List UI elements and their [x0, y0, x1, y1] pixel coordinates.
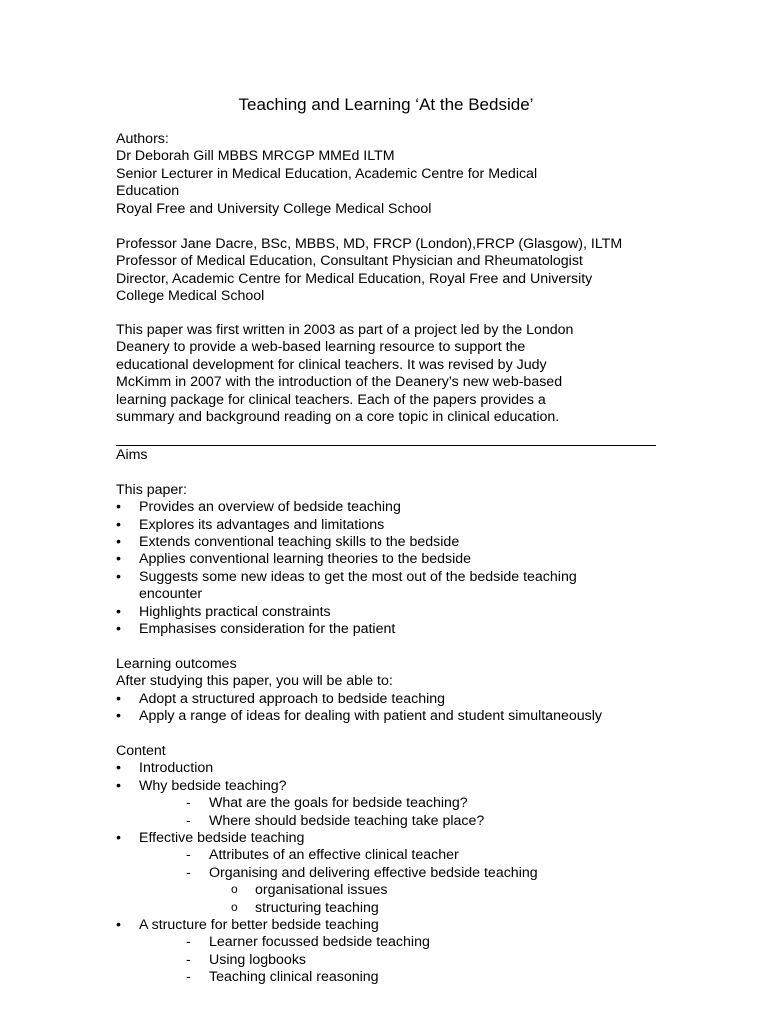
author-line: Education [116, 183, 180, 200]
content-item: • Introduction [116, 760, 656, 777]
content-subsubitem: o organisational issues [116, 882, 656, 899]
author-line: Royal Free and University College Medical School [116, 200, 432, 217]
intro-paragraph [116, 322, 656, 426]
intro-line: learning package for clinical teachers. Each of the papers provides a [116, 391, 546, 408]
intro-line: Deanery to provide a web-based learning resource to support the [116, 339, 526, 356]
aims-item: • Applies conventional learning theories to the bedside [116, 551, 656, 568]
content-item: • Effective bedside teaching [116, 830, 656, 847]
intro-line: summary and background reading on a core topic in clinical education. [116, 409, 560, 426]
section-divider [116, 445, 656, 446]
outcomes-heading: Learning outcomes [116, 656, 237, 672]
content-subitem: - What are the goals for bedside teaching? [116, 795, 656, 812]
content-subsubitem: o structuring teaching [116, 900, 656, 917]
aims-item: • Explores its advantages and limitations [116, 517, 656, 534]
aims-item: • Provides an overview of bedside teaching [116, 499, 656, 516]
author-line: Professor of Medical Education, Consultant Physician and Rheumatologist [116, 253, 583, 270]
authors-heading: Authors: [116, 131, 169, 147]
content-subitem: - Teaching clinical reasoning [116, 969, 656, 986]
intro-line: McKimm in 2007 with the introduction of the Deanery’s new web-based [116, 374, 563, 391]
blank-line [116, 464, 656, 481]
aims-item: • Emphasises consideration for the patient [116, 621, 656, 638]
aims-lead: This paper: [116, 481, 187, 498]
content-section [116, 743, 656, 987]
content-item: • A structure for better bedside teaching [116, 917, 656, 934]
author-line: Senior Lecturer in Medical Education, Academic Centre for Medical [116, 165, 538, 182]
content-heading: Content [116, 743, 166, 759]
content-subitem: - Attributes of an effective clinical teacher [116, 847, 656, 864]
author-line: Director, Academic Centre for Medical Education, Royal Free and University [116, 270, 593, 287]
outcomes-section [116, 656, 656, 726]
content-list [116, 760, 656, 986]
author-2-block [116, 236, 656, 306]
content-subitem: - Organising and delivering effective bedside teaching [116, 865, 656, 882]
author-line: Dr Deborah Gill MBBS MRCGP MMEd ILTM [116, 148, 395, 165]
intro-line: educational development for clinical teachers. It was revised by Judy [116, 356, 547, 373]
aims-heading: Aims [116, 447, 148, 463]
outcomes-list [116, 691, 656, 726]
aims-list [116, 499, 656, 638]
author-line: College Medical School [116, 288, 265, 305]
authors-section [116, 131, 656, 218]
aims-item: • Extends conventional teaching skills to the bedside [116, 534, 656, 551]
content-subitem: - Where should bedside teaching take place? [116, 813, 656, 830]
aims-item: • Suggests some new ideas to get the most out of the bedside teaching encounter [116, 569, 629, 604]
aims-item: • Highlights practical constraints [116, 604, 656, 621]
outcomes-item: • Apply a range of ideas for dealing with patient and student simultaneously [116, 708, 656, 725]
intro-line: This paper was first written in 2003 as part of a project led by the London [116, 322, 574, 338]
aims-section [116, 447, 656, 638]
content-item: • Why bedside teaching? [116, 778, 656, 795]
outcomes-item: • Adopt a structured approach to bedside teaching [116, 691, 656, 708]
content-subitem: - Using logbooks [116, 952, 656, 969]
document-title: Teaching and Learning ‘At the Bedside’ [238, 95, 534, 114]
author-line: Professor Jane Dacre, BSc, MBBS, MD, FRCP (London),FRCP (Glasgow), ILTM [116, 236, 623, 252]
outcomes-lead: After studying this paper, you will be able to: [116, 673, 393, 690]
content-subitem: - Learner focussed bedside teaching [116, 934, 656, 951]
